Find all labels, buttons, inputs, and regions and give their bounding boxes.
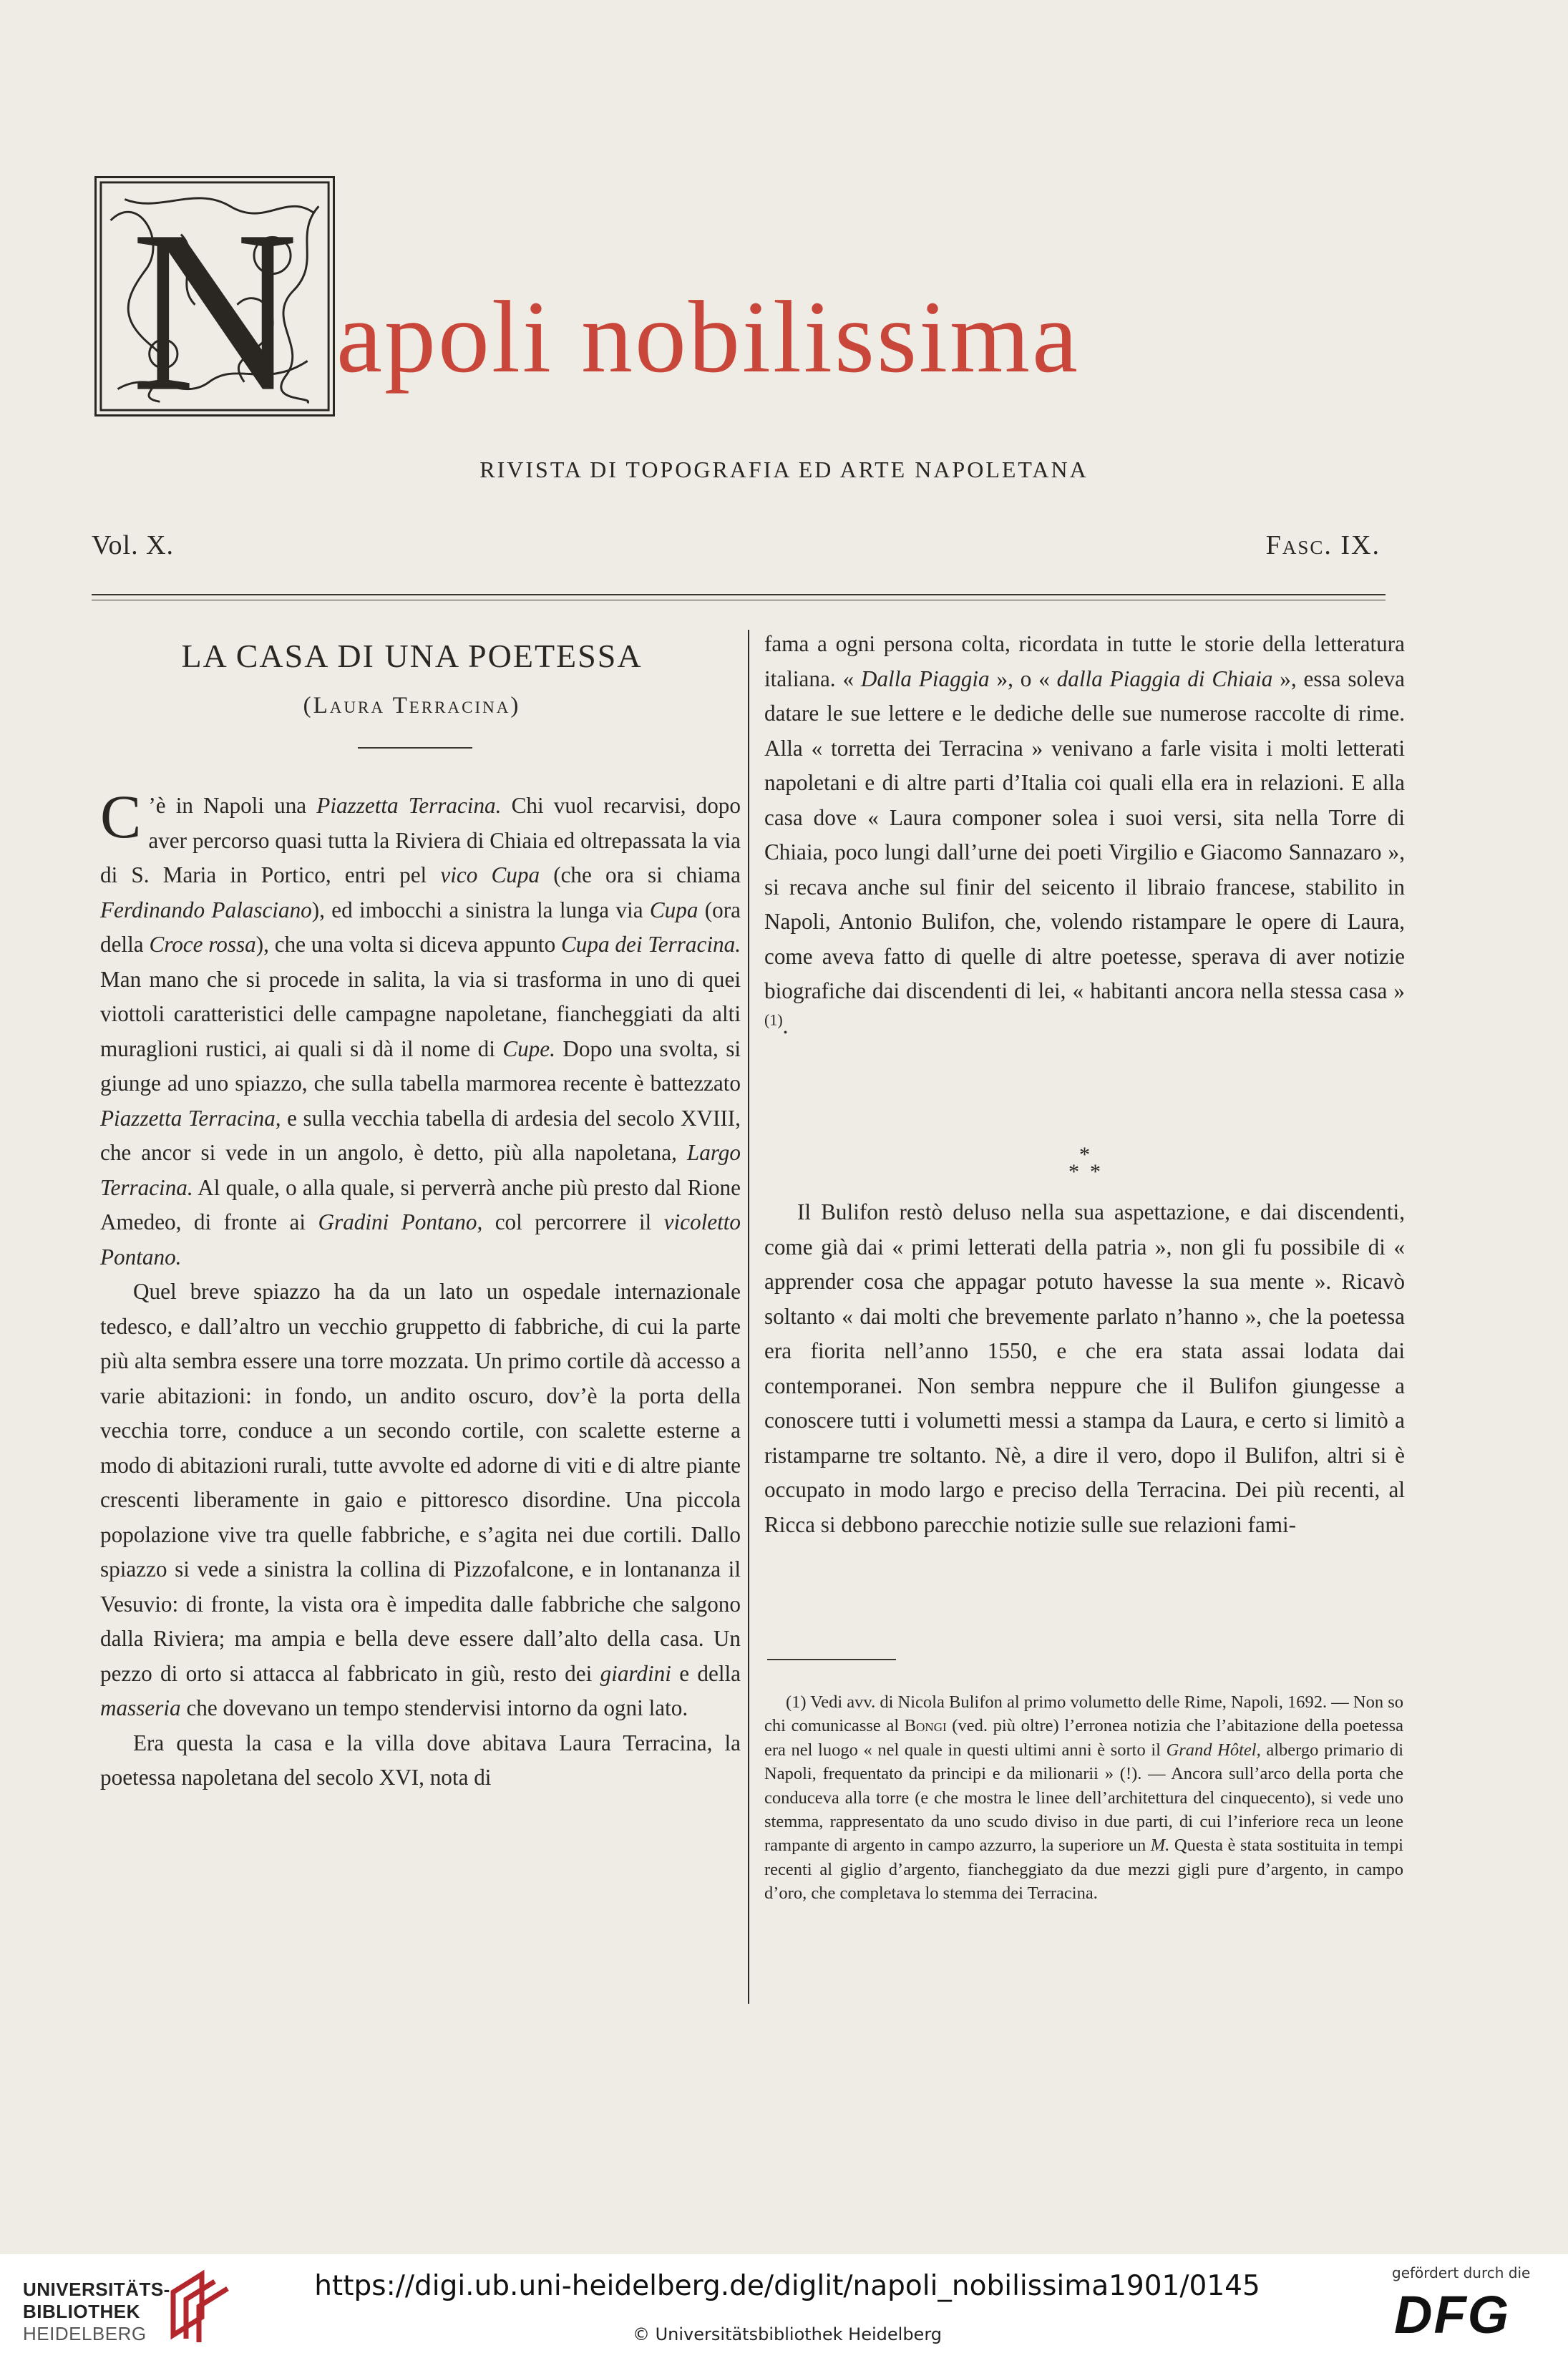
fascicle-number: Fasc. IX. <box>1265 530 1380 560</box>
paragraph: fama a ogni persona colta, ricordata in tutte le storie della letteratura italiana. « Dalla Piaggia », o « dalla Piaggia di Chiaia », essa soleva datare le sue lettere e le dediche delle sue numerose raccolte di rime. Alla « torretta dei Terracina » venivano a farle visita i molti letterati napoletani e di altre parti d’Italia coi quali ella era in relazioni. E alla casa dove « Laura componer solea i suoi versi, sita nella Torre di Chiaia, poco lungi dall’urne dei poeti Virgilio e Giacomo Sannazaro », si recava anche sul finir del seicento il libraio francese, stabilito in Napoli, Antonio Bulifon, che, volendo ristampare le opere di Laura, come aveva fatto di quelle di altre poetesse, sperava di aver notizie biografiche dai discendenti di lei, « habitanti ancora nella stessa casa » $^{(1)}$. <box>764 631 1405 1038</box>
paragraph: Era questa la casa e la villa dove abitava Laura Terracina, la poetessa napoletana del secolo XVI, nota di <box>100 1730 741 1790</box>
magazine-title: apoli nobilissima <box>336 281 1080 394</box>
magazine-subtitle: RIVISTA DI TOPOGRAFIA ED ARTE NAPOLETANA <box>479 457 1089 482</box>
footnote-rule <box>767 1659 896 1660</box>
paragraph: Quel breve spiazzo ha da un lato un ospedale internazionale tedesco, e dall’altro un vecchio gruppetto di fabbriche, di cui la parte più alta sembra essere una torre mozzata. Un primo cortile dà accesso a varie abitazioni: in fondo, un andito oscuro, dov’è la porta della vecchia torre, conduce a un secondo cortile, con scalette esterne a modo di abitazioni rurali, tutte avvolte ed adorne di viti e di altre piante crescenti liberamente in gaio e pittoresco disordine. Una piccola popolazione vive tra quelle fabbriche, e s’agita nei due cortili. Dallo spiazzo si vede a sinistra la collina di Pizzofalcone, e in lontananza il Vesuvio: di fronte, la vista ora è impedita dalle fabbriche che salgono dalla Riviera; ma ampia e bella deve essere dall’alto della casa. Un pezzo di orto si attacca al fabbricato in giù, resto dei giardini e della masseria che dovevano un tempo stendervisi intorno da ogni lato. <box>100 1279 741 1720</box>
section-asterism: * * * <box>1068 1143 1101 1184</box>
title-rule <box>358 747 472 749</box>
header-rule <box>92 594 1386 595</box>
library-name-line1: UNIVERSITÄTS- <box>23 2279 170 2300</box>
funding-label: gefördert durch die <box>1392 2264 1531 2281</box>
footnote: (1) Vedi avv. di Nicola Bulifon al primo volumetto delle Rime, Napoli, 1692. — Non so chi comunicasse al Bongi (ved. più oltre) l’erronea notizia che l’abitazione della poetessa era nel luogo « nel quale in questi ultimi anni è sorto il Grand Hôtel, albergo primario di Napoli, frequentato da principi e da milionarii » (!). — Ancora sull’arco della porta che conduceva alla torre (e che mostra le linee dell’architettura del cinquecento), si vede uno stemma, rappresentato da uno scudo diviso in due parti, di cui l’inferiore reca un leone rampante di argento in campo azzurro, la superiore un M. Questa è stata sostituita in tempi recenti al giglio d’argento, fiancheggiato da due mezzi gigli pure d’argento, in campo d’oro, che completava lo stemma dei Terracina. <box>764 1692 1403 1904</box>
library-logo-icon <box>159 2267 238 2346</box>
article-subtitle: (Laura Terracina) <box>303 693 521 718</box>
permalink-url[interactable]: https://digi.ub.uni-heidelberg.de/diglit/napoli_nobilissima1901/0145 <box>314 2270 1260 2302</box>
article-title: LA CASA DI UNA POETESSA <box>181 638 643 674</box>
decorated-initial-n <box>94 176 335 416</box>
dfg-logo: DFG <box>1394 2285 1511 2344</box>
drop-cap: C <box>100 782 142 851</box>
library-name-line3: HEIDELBERG <box>23 2323 147 2344</box>
svg-text:N: N <box>130 182 299 414</box>
paragraph: C ’è in Napoli una Piazzetta Terracina. Chi vuol recarvisi, dopo aver percorso quasi tutta la Riviera di Chiaia ed oltrepassata la via di S. Maria in Portico, entri pel vico Cupa (che ora si chiama Ferdinando Palasciano), ed imbocchi a sinistra la lunga via Cupa (ora della Croce rossa), che una volta si diceva appunto Cupa dei Terracina. Man mano che si procede in salita, la via si trasforma in uno di quei viottoli caratteristici delle campagne napoletane, fiancheggiati da alti muraglioni rustici, ai quali si dà il nome di Cupe. Dopo una svolta, si giunge ad uno spiazzo, che sulla tabella marmorea recente è battezzato Piazzetta Terracina, e sulla vecchia tabella di ardesia del secolo XVIII, che ancor si vede in un angolo, è detto, più alla napoletana, Largo Terracina. Al quale, o alla quale, si perverrà anche più presto dal Rione Amedeo, di fronte ai Gradini Pontano, col percorrere il vicoletto Pontano. <box>100 782 741 1270</box>
library-name-line2: BIBLIOTHEK <box>23 2301 140 2322</box>
right-column-continued <box>764 1195 1405 1542</box>
ornamental-initial-image <box>97 178 333 414</box>
footnote-reference: (1) <box>764 1010 783 1029</box>
right-column <box>764 627 1405 1043</box>
column-divider <box>748 630 749 2004</box>
volume-number: Vol. X. <box>92 530 175 560</box>
paragraph: Il Bulifon restò deluso nella sua aspettazione, e dai discendenti, come già dai « primi letterati della patria », non gli fu possibile di « apprender cosa che appagar potuto havesse la sua mente ». Ricavò soltanto « dai molti che brevemente parlato n’hanno », che la poetessa era fiorita nell’anno 1550, e che era stata assai lodata dai contemporanei. Non sembra neppure che il Bulifon giungesse a conoscere tutti i volumetti messi a stampa da Laura, e certo si limitò a ristamparne tre soltanto. Nè, a dire il vero, dopo il Bulifon, altri si è occupato in modo largo e preciso della Terracina. Dei più recenti, al Ricca si debbono parecchie notizie sulle sue relazioni fami- <box>764 1199 1405 1537</box>
copyright-notice: © Universitätsbibliothek Heidelberg <box>632 2324 942 2344</box>
left-column <box>100 782 741 1796</box>
